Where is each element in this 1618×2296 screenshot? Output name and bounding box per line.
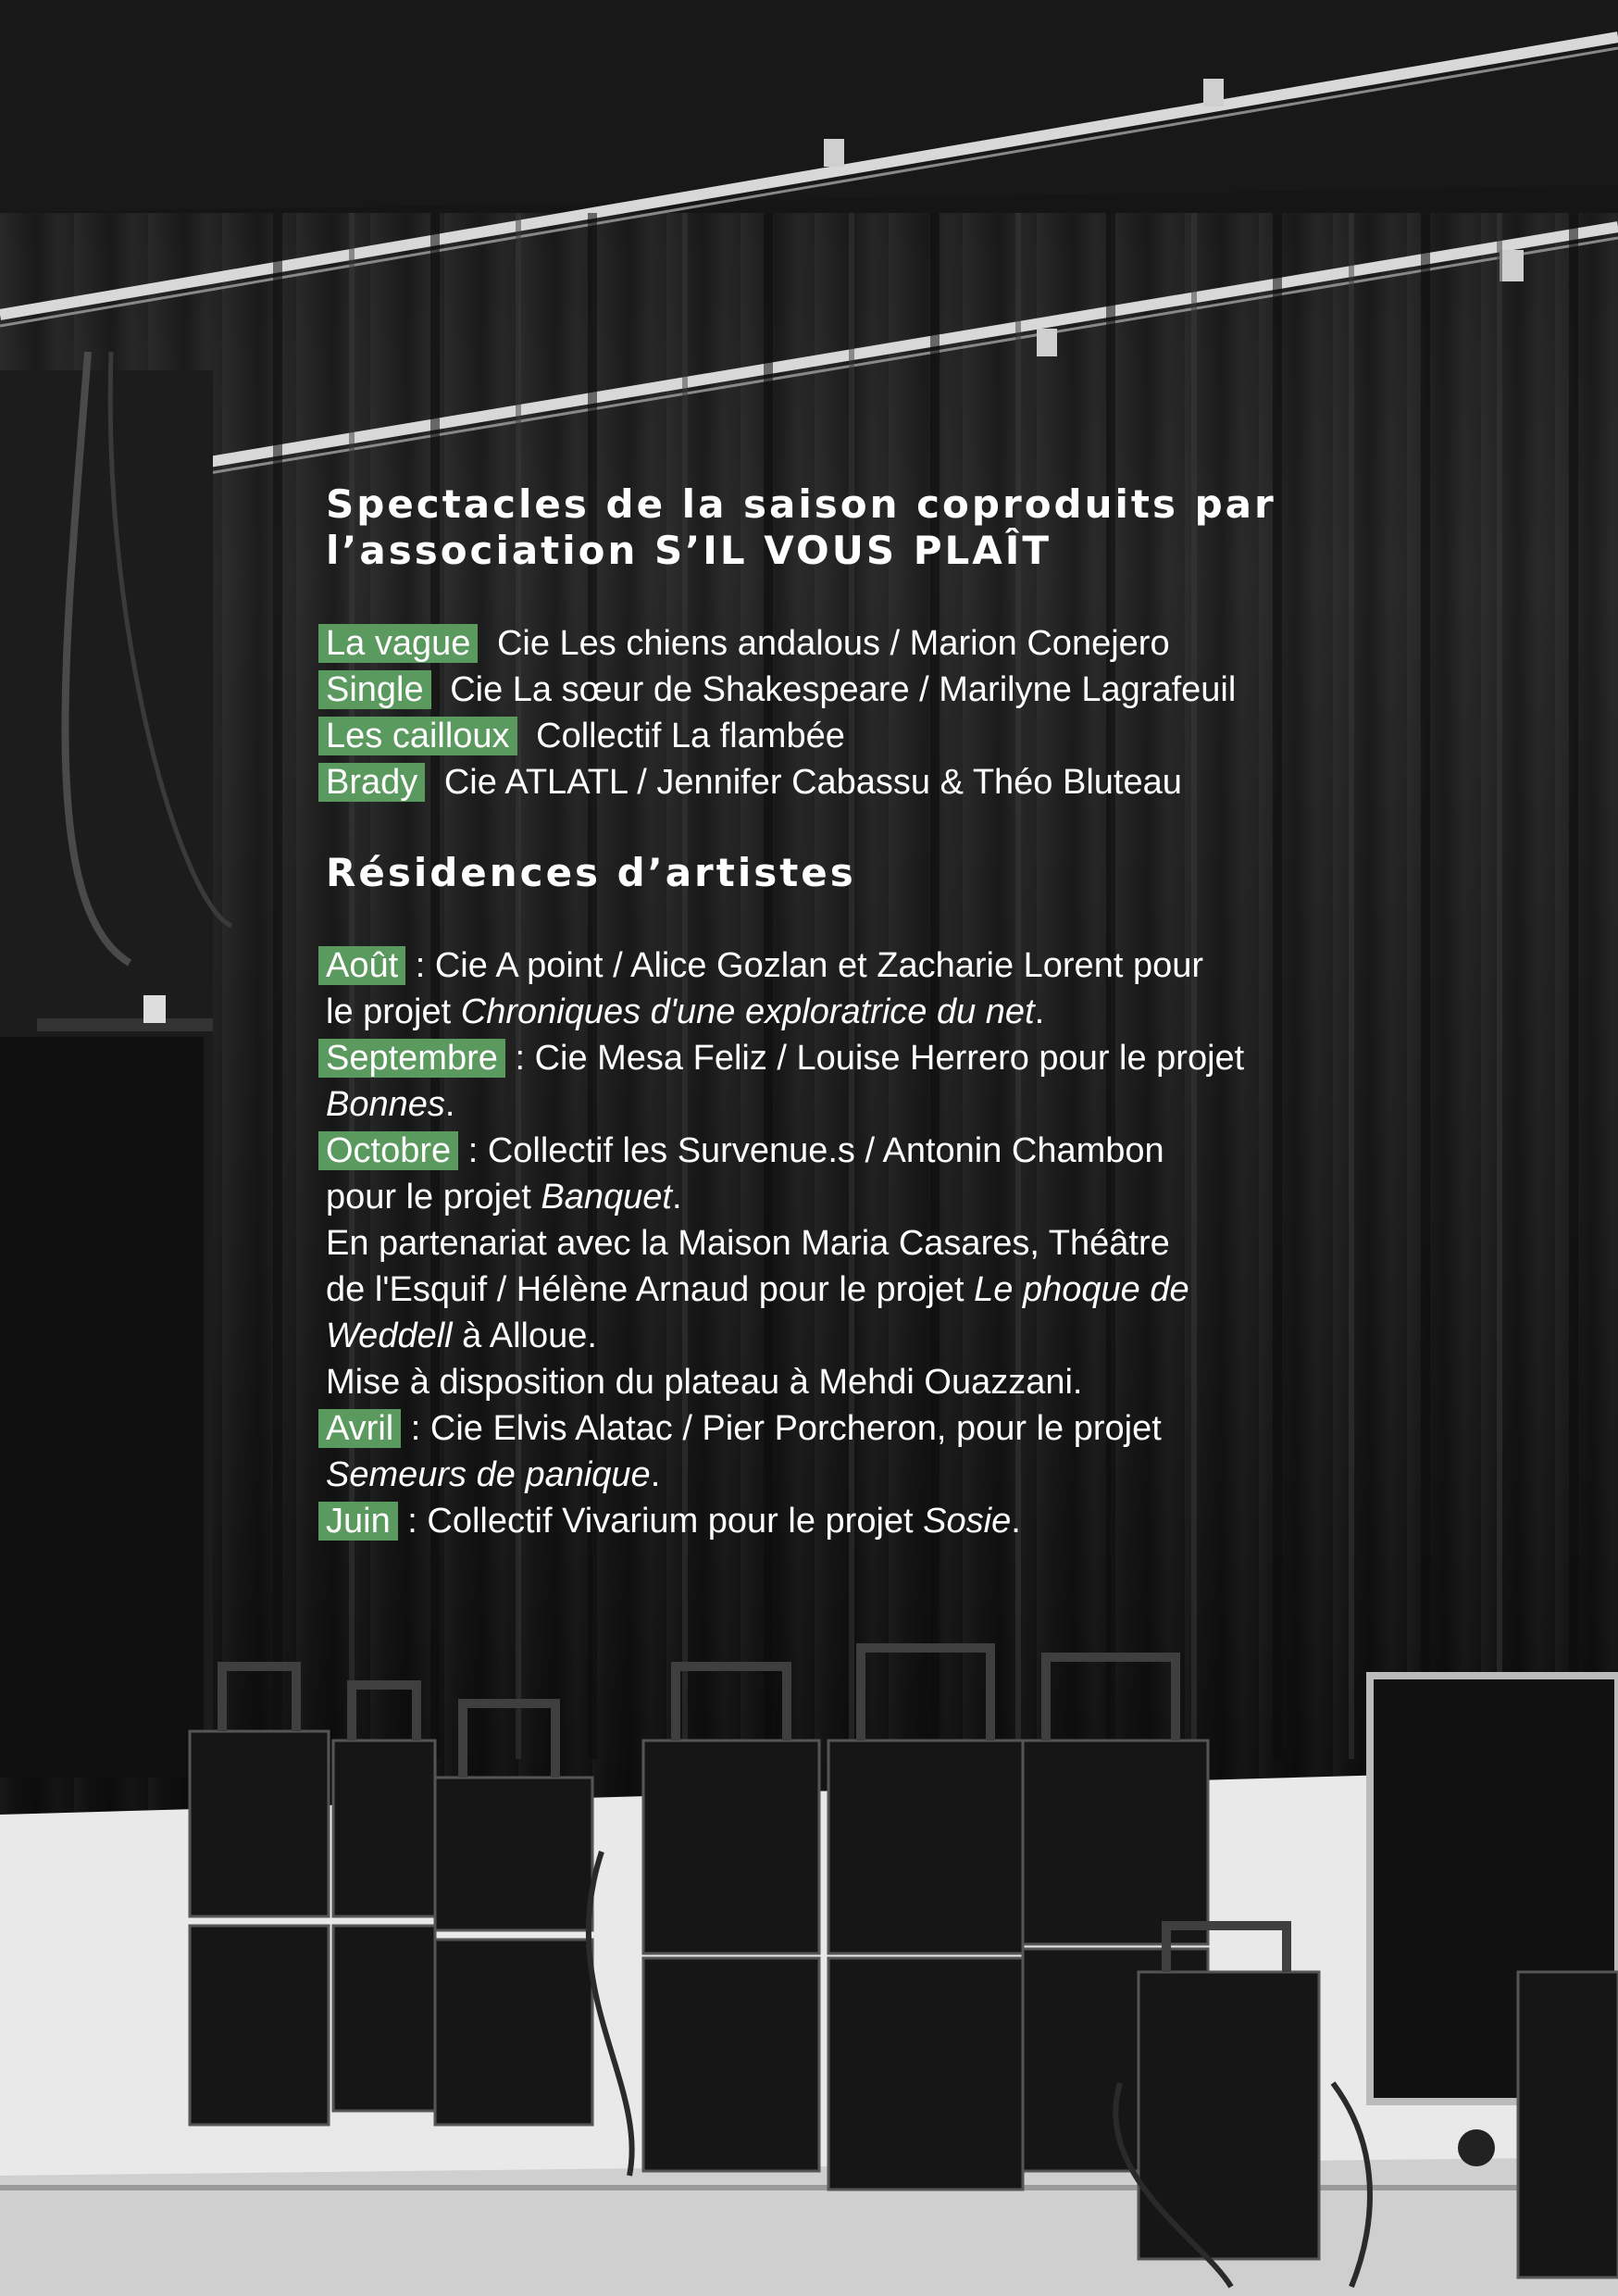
residence-avril: Avril : Cie Elvis Alatac / Pier Porcheron, pour le projet Semeurs de panique.	[326, 1405, 1363, 1498]
residence-text: : Collectif les Survenue.s / Antonin Chambon	[458, 1131, 1164, 1170]
residence-mise-a-disposition	[326, 1359, 1363, 1405]
residence-text: pour le projet	[326, 1178, 541, 1217]
month-badge: Juin	[318, 1502, 398, 1541]
residence-text: le projet	[326, 992, 461, 1031]
project-title: Le phoque de	[974, 1270, 1189, 1309]
month-badge: Octobre	[318, 1131, 458, 1170]
content-block	[326, 481, 1363, 1544]
show-title-badge: Single	[318, 670, 431, 709]
heading-line-1: Spectacles de la saison coproduits par	[326, 481, 1276, 527]
show-detail: Collectif La flambée	[536, 717, 845, 755]
residence-text: de l'Esquif / Hélène Arnaud pour le projet	[326, 1270, 975, 1309]
residence-text: à Alloue.	[452, 1316, 597, 1355]
coproduction-item	[326, 713, 1363, 759]
residence-juin: Juin : Collectif Vivarium pour le projet Sosie.	[326, 1498, 1363, 1544]
month-badge: Septembre	[318, 1039, 505, 1078]
show-detail: Cie Les chiens andalous / Marion Conejero	[496, 624, 1170, 663]
show-detail: Cie La sœur de Shakespeare / Marilyne Lagrafeuil	[450, 670, 1237, 709]
residence-text: : Collectif Vivarium pour le projet	[397, 1502, 924, 1541]
heading-line-2: l’association S’IL VOUS PLAÎT	[326, 528, 1052, 573]
coproduction-item	[326, 759, 1363, 805]
project-title: Weddell	[326, 1316, 453, 1355]
show-title-badge: Les cailloux	[318, 717, 517, 755]
coproduction-item	[326, 667, 1363, 713]
coproduction-item	[326, 620, 1363, 667]
project-title: Semeurs de panique	[326, 1455, 651, 1494]
coproductions-heading	[326, 481, 1363, 574]
residences-list	[326, 942, 1363, 1544]
show-detail: Cie ATLATL / Jennifer Cabassu & Théo Bluteau	[443, 763, 1182, 802]
project-title: Banquet	[541, 1178, 672, 1217]
show-title-badge: Brady	[318, 763, 425, 802]
residence-text: : Cie Mesa Feliz / Louise Herrero pour le projet	[504, 1039, 1245, 1078]
residence-text: : Cie A point / Alice Gozlan et Zacharie Lorent pour	[405, 946, 1203, 985]
project-title: Chroniques d'une exploratrice du net	[460, 992, 1035, 1031]
residence-octobre: Octobre : Collectif les Survenue.s / Antonin Chambon pour le projet Banquet.	[326, 1128, 1363, 1220]
month-badge: Août	[318, 946, 405, 985]
residence-text: : Cie Elvis Alatac / Pier Porcheron, pour le projet	[401, 1409, 1162, 1448]
project-title: Sosie	[923, 1502, 1012, 1541]
month-badge: Avril	[318, 1409, 401, 1448]
project-title: Bonnes	[326, 1085, 445, 1124]
show-title-badge: La vague	[318, 624, 478, 663]
coproductions-list	[326, 620, 1363, 805]
residence-septembre: Septembre : Cie Mesa Feliz / Louise Herrero pour le projet Bonnes.	[326, 1035, 1363, 1128]
residence-aout: Août : Cie A point / Alice Gozlan et Zacharie Lorent pour le projet Chroniques d'une exploratrice du net.	[326, 942, 1363, 1035]
residences-heading: Résidences d’artistes	[326, 850, 856, 895]
residence-text: En partenariat avec la Maison Maria Casares, Théâtre	[326, 1224, 1170, 1263]
residence-partenariat	[326, 1220, 1363, 1359]
residence-text: Mise à disposition du plateau à Mehdi Ouazzani.	[326, 1363, 1083, 1402]
